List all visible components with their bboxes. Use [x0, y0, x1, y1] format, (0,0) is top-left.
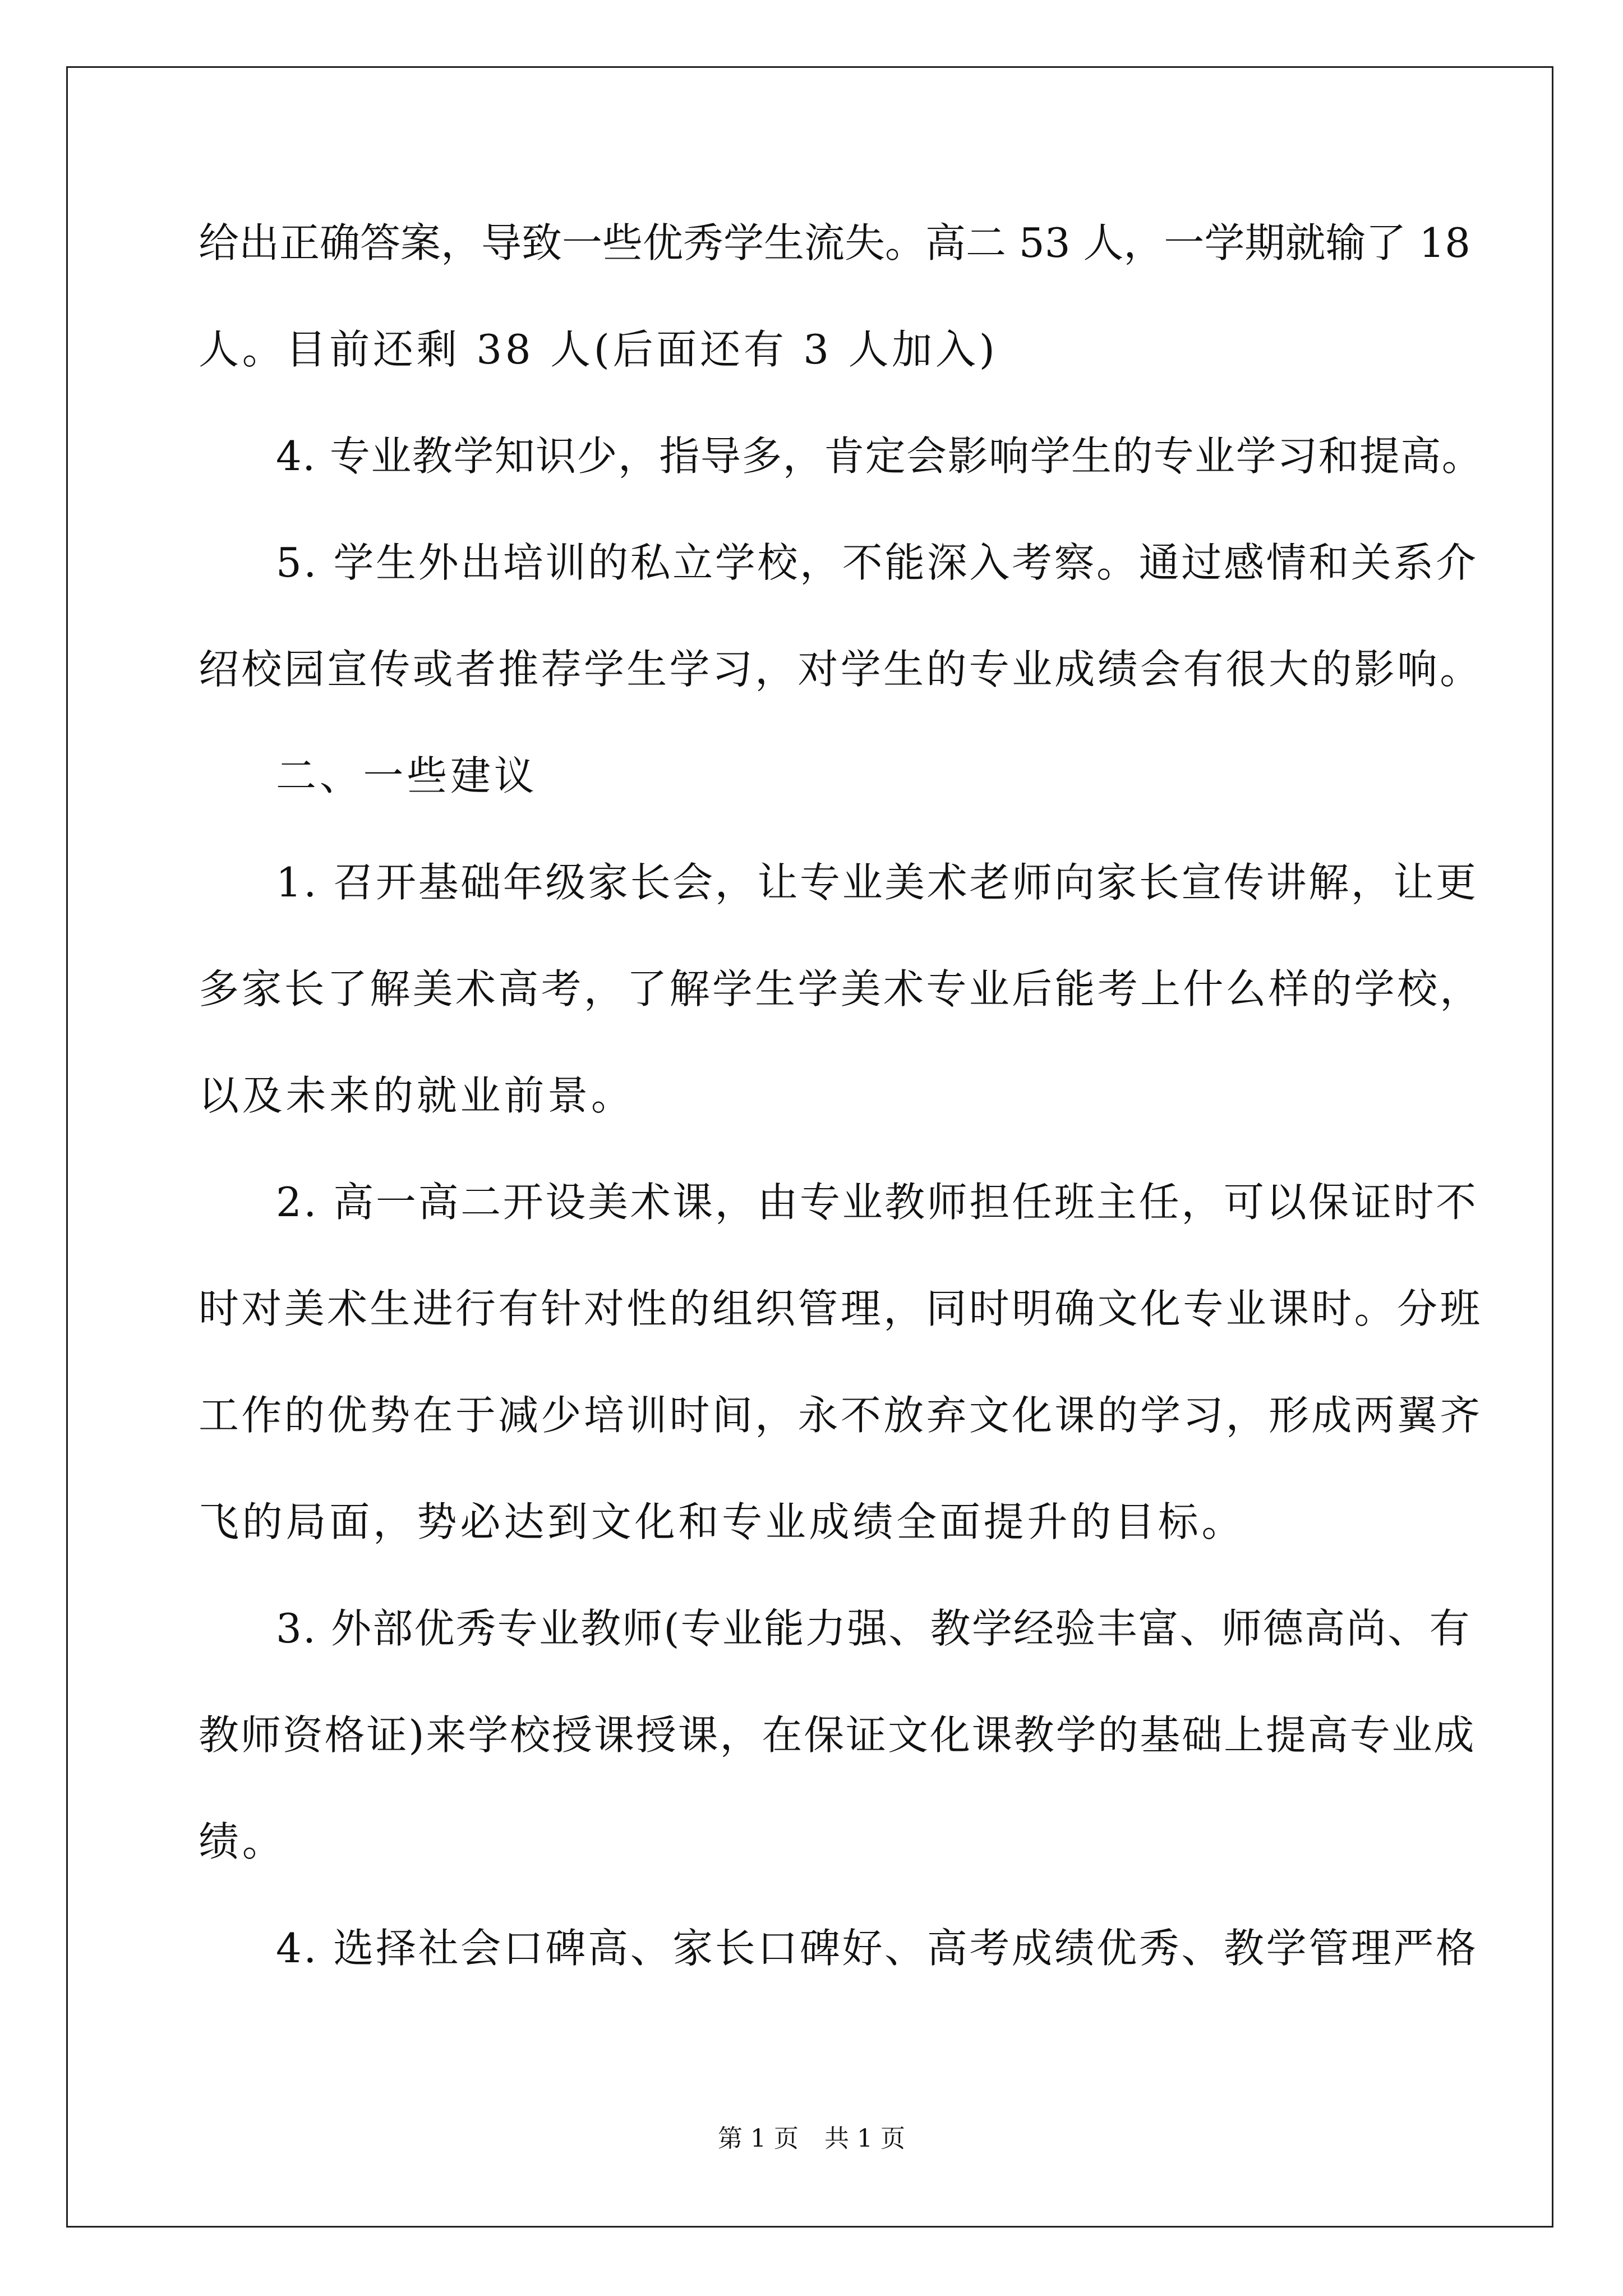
text-line: 教师资格证)来学校授课授课，在保证文化课教学的基础上提高专业成 — [199, 1711, 1476, 1759]
page-number: 第 1 页 — [718, 2124, 799, 2153]
text-line: 以及未来的就业前景。 — [199, 1072, 635, 1119]
text-line: 4. 选择社会口碑高、家长口碑好、高考成绩优秀、教学管理严格 — [276, 1925, 1478, 1972]
text-line: 飞的局面，势必达到文化和专业成绩全面提升的目标。 — [199, 1498, 1246, 1545]
text-line: 4. 专业教学知识少，指导多，肯定会影响学生的专业学习和提高。 — [276, 432, 1483, 480]
text-line: 绍校园宣传或者推荐学生学习，对学生的专业成绩会有很大的影响。 — [199, 646, 1483, 693]
page-footer — [0, 2122, 1623, 2156]
text-line: 给出正确答案，导致一些优秀学生流失。高二 53 人，一学期就输了 18 — [199, 219, 1470, 266]
text-line: 1. 召开基础年级家长会，让专业美术老师向家长宣传讲解，让更 — [276, 859, 1478, 906]
text-line: 3. 外部优秀专业教师(专业能力强、教学经验丰富、师德高尚、有 — [276, 1605, 1471, 1652]
text-line: 2. 高一高二开设美术课，由专业教师担任班主任，可以保证时不 — [276, 1179, 1478, 1226]
text-line: 人。目前还剩 38 人(后面还有 3 人加入) — [199, 326, 998, 373]
text-line: 5. 学生外出培训的私立学校，不能深入考察。通过感情和关系介 — [276, 539, 1478, 586]
text-line: 工作的优势在于减少培训时间，永不放弃文化课的学习，形成两翼齐 — [199, 1392, 1483, 1439]
page-total: 共 1 页 — [824, 2124, 905, 2153]
text-line: 绩。 — [199, 1818, 286, 1865]
page-border — [66, 66, 1553, 2228]
text-line: 多家长了解美术高考，了解学生学美术专业后能考上什么样的学校， — [199, 965, 1483, 1013]
text-line: 时对美术生进行有针对性的组织管理，同时明确文化专业课时。分班 — [199, 1285, 1483, 1332]
section-heading: 二、一些建议 — [276, 752, 538, 799]
